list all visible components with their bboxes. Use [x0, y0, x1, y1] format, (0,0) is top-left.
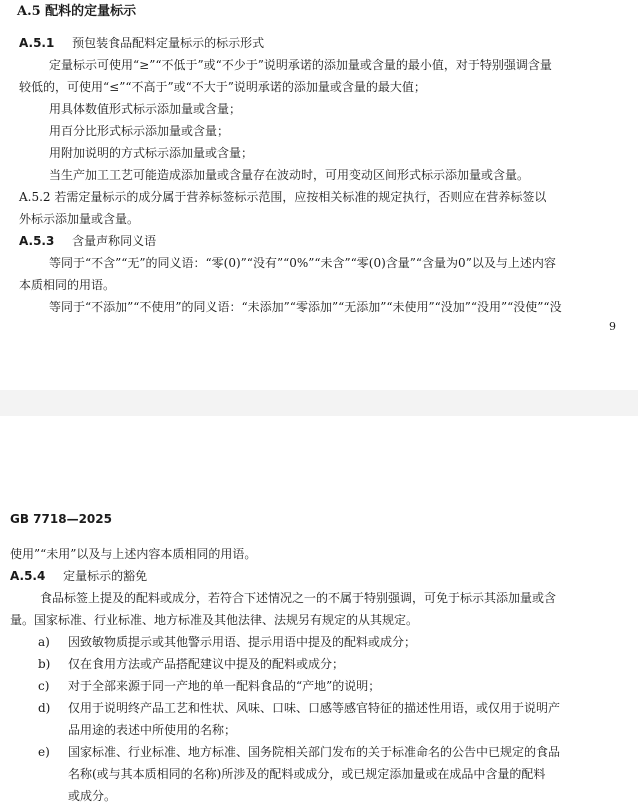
list-item-text-continued: 或成分。	[68, 789, 117, 803]
list-marker: e)	[38, 745, 50, 759]
subsection-a54	[10, 568, 147, 584]
paragraph-line: 用百分比形式标示添加量或含量；	[49, 124, 230, 138]
paragraph-line: 食品标签上提及的配料或成分，若符合下述情况之一的不属于特别强调，可免于标示其添加量或含	[40, 591, 557, 605]
paragraph-line: 较低的，可使用“≤”“不高于”或“不大于”说明承诺的添加量或含量的最大值；	[19, 80, 426, 94]
paragraph-line: 外标示添加量或含量。	[19, 212, 140, 226]
paragraph-line: 本质相同的用语。	[19, 278, 116, 292]
paragraph-line: 等同于“不含”“无”的同义语：“零(0)”“没有”“0%”“未含”“零(0)含量”“含量为0”以及与上述内容	[49, 256, 556, 270]
subsection-a51	[19, 35, 264, 51]
paragraph-line: 等同于“不添加”“不使用”的同义语：“未添加”“零添加”“无添加”“未使用”“没加”“没用”“没使”“没	[49, 300, 562, 314]
document-page-10	[0, 416, 638, 803]
page-header-standard-code: GB 7718—2025	[10, 512, 112, 526]
list-item-text-continued: 品用途的表述中所使用的名称；	[68, 723, 237, 737]
list-item-d	[38, 700, 560, 716]
list-item-text: 国家标准、行业标准、地方标准、国务院相关部门发布的关于标准命名的公告中已规定的食品	[68, 745, 561, 759]
page-number: 9	[609, 320, 616, 333]
list-marker: c)	[38, 679, 50, 693]
subsection-a53-number: A.5.3	[19, 234, 55, 248]
list-item-text-continued: 名称(或与其本质相同的名称)所涉及的配料或成分，或已规定添加量或在成品中含量的配料	[68, 767, 546, 781]
subsection-a51-number: A.5.1	[19, 36, 55, 50]
paragraph-line: 用具体数值形式标示添加量或含量；	[49, 102, 242, 116]
list-item-b	[38, 656, 344, 672]
page-separator	[0, 390, 638, 416]
paragraph-line: 量。国家标准、行业标准、地方标准及其他法律、法规另有规定的从其规定。	[10, 613, 419, 627]
list-marker: a)	[38, 635, 50, 649]
list-item-text: 对于全部来源于同一产地的单一配料食品的“产地”的说明；	[68, 679, 381, 693]
list-marker: b)	[38, 657, 51, 671]
subsection-a52: A.5.2 若需定量标示的成分属于营养标签标示范围，应按相关标准的规定执行，否则应在营养标签以	[19, 190, 547, 204]
paragraph-line: 定量标示可使用“≥”“不低于”或“不少于”说明承诺的添加量或含量的最小值，对于特别强调含量	[49, 58, 552, 72]
list-item-a	[38, 634, 416, 650]
list-item-text: 仅用于说明终产品工艺和性状、风味、口味、口感等感官特征的描述性用语，或仅用于说明产	[68, 701, 561, 715]
paragraph-line: 用附加说明的方式标示添加量或含量；	[49, 146, 254, 160]
list-item-e	[38, 744, 560, 760]
list-item-text: 因致敏物质提示或其他警示用语、提示用语中提及的配料或成分；	[68, 635, 417, 649]
paragraph-line: 当生产加工工艺可能造成添加量或含量存在波动时，可用变动区间形式标示添加量或含量。	[49, 168, 530, 182]
subsection-a54-title: 定量标示的豁免	[63, 569, 148, 583]
list-marker: d)	[38, 701, 51, 715]
list-item-text: 仅在食用方法或产品搭配建议中提及的配料或成分；	[68, 657, 345, 671]
subsection-a53	[19, 233, 156, 249]
paragraph-line: 使用”“未用”以及与上述内容本质相同的用语。	[10, 547, 257, 561]
section-heading-a5: A.5 配料的定量标示	[17, 4, 137, 19]
subsection-a54-number: A.5.4	[10, 569, 46, 583]
document-page-9	[0, 0, 638, 390]
subsection-a53-title: 含量声称同义语	[72, 234, 157, 248]
subsection-a51-title: 预包装食品配料定量标示的标示形式	[72, 36, 265, 50]
list-item-c	[38, 678, 380, 694]
